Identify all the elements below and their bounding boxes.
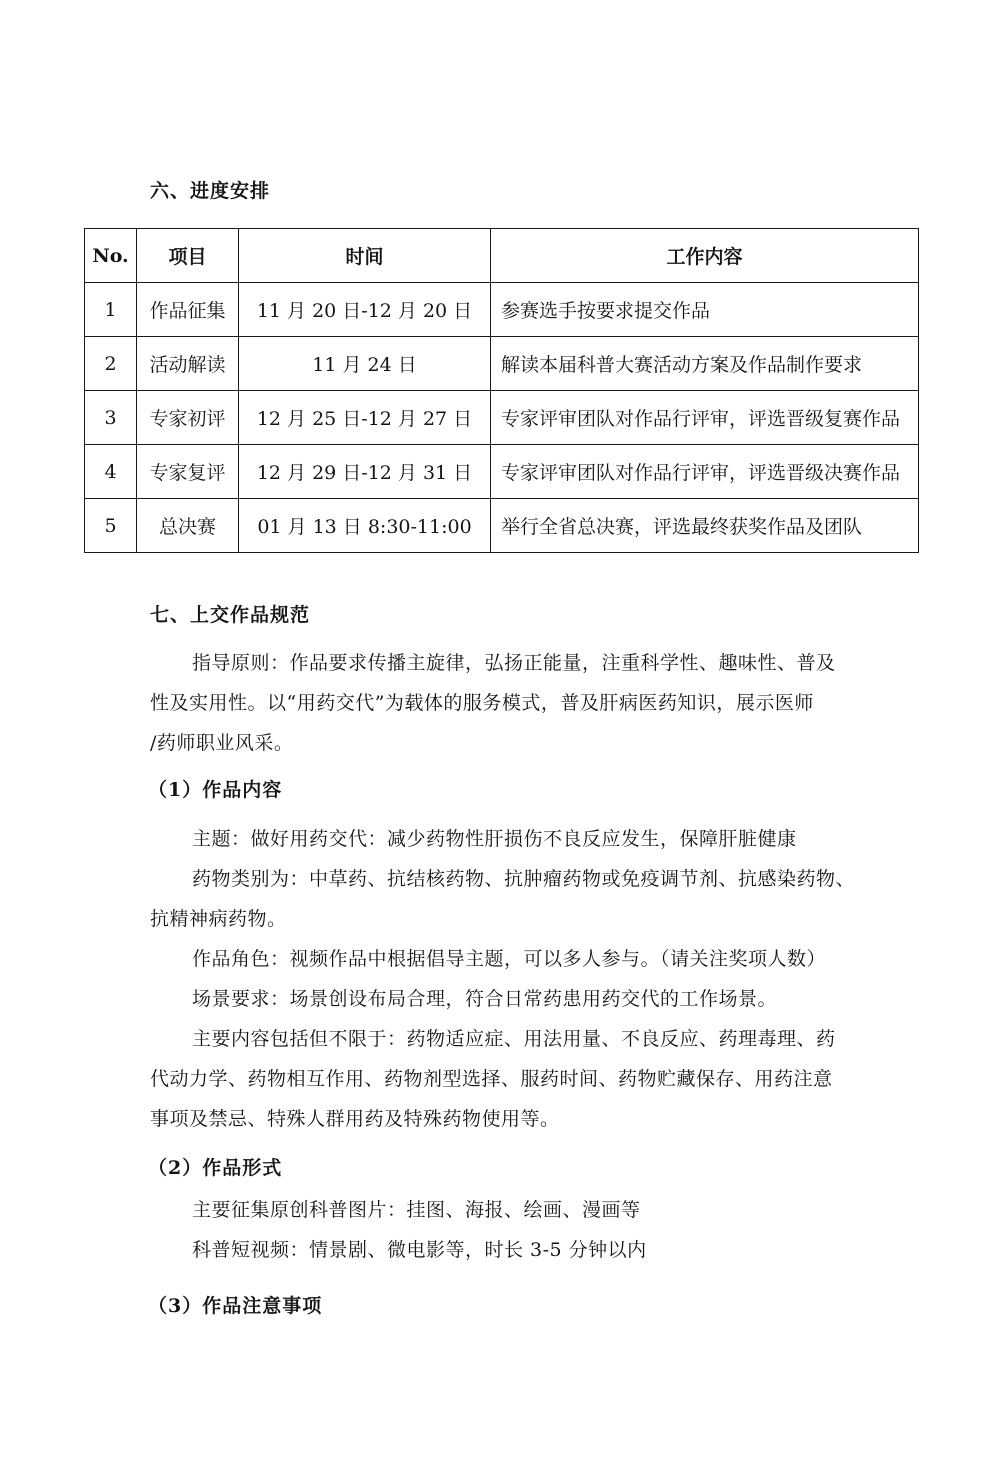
header-time: 时间: [239, 229, 491, 283]
subsection-2-title: （2）作品形式: [148, 1157, 283, 1179]
subsection-1-title: （1）作品内容: [148, 779, 283, 801]
guide-line-2: 性及实用性。以“用药交代”为载体的服务模式，普及肝病医药知识，展示医师: [150, 692, 814, 714]
schedule-table: [84, 228, 919, 553]
content-line-2: 药物类别为：中草药、抗结核药物、抗肿瘤药物或免疫调节剂、抗感染药物、: [192, 868, 856, 890]
subsection-3-title: （3）作品注意事项: [148, 1295, 323, 1317]
table-row: [85, 391, 919, 445]
row-no: 5: [85, 499, 137, 553]
row-time: 12 月 29 日-12 月 31 日: [239, 445, 491, 499]
table-row: [85, 499, 919, 553]
content-line-7: 代动力学、药物相互作用、药物剂型选择、服药时间、药物贮藏保存、用药注意: [150, 1068, 833, 1090]
row-time: 11 月 24 日: [239, 337, 491, 391]
table-row: [85, 445, 919, 499]
row-time: 11 月 20 日-12 月 20 日: [239, 283, 491, 337]
row-no: 3: [85, 391, 137, 445]
header-no: No.: [85, 229, 137, 283]
row-no: 1: [85, 283, 137, 337]
row-item: 作品征集: [137, 283, 239, 337]
table-header-row: [85, 229, 919, 283]
guide-line-3: /药师职业风采。: [150, 732, 294, 754]
row-content: 举行全省总决赛，评选最终获奖作品及团队: [491, 499, 919, 553]
content-line-8: 事项及禁忌、特殊人群用药及特殊药物使用等。: [150, 1108, 560, 1130]
guide-line-1: 指导原则：作品要求传播主旋律，弘扬正能量，注重科学性、趣味性、普及: [192, 652, 836, 674]
form-line-2: 科普短视频：情景剧、微电影等，时长 3-5 分钟以内: [192, 1239, 647, 1261]
form-line-1: 主要征集原创科普图片：挂图、海报、绘画、漫画等: [192, 1199, 641, 1221]
row-no: 4: [85, 445, 137, 499]
section-6-title: 六、进度安排: [150, 180, 271, 202]
row-content: 解读本届科普大赛活动方案及作品制作要求: [491, 337, 919, 391]
row-no: 2: [85, 337, 137, 391]
content-line-5: 场景要求：场景创设布局合理，符合日常药患用药交代的工作场景。: [192, 988, 778, 1010]
row-content: 专家评审团队对作品行评审，评选晋级决赛作品: [491, 445, 919, 499]
content-line-6: 主要内容包括但不限于：药物适应症、用法用量、不良反应、药理毒理、药: [192, 1028, 836, 1050]
row-time: 01 月 13 日 8:30-11:00: [239, 499, 491, 553]
content-line-3: 抗精神病药物。: [150, 908, 287, 930]
row-item: 活动解读: [137, 337, 239, 391]
row-time: 12 月 25 日-12 月 27 日: [239, 391, 491, 445]
section-7-title: 七、上交作品规范: [150, 604, 311, 626]
content-line-1: 主题：做好用药交代：减少药物性肝损伤不良反应发生，保障肝脏健康: [192, 828, 797, 850]
row-content: 专家评审团队对作品行评审，评选晋级复赛作品: [491, 391, 919, 445]
row-content: 参赛选手按要求提交作品: [491, 283, 919, 337]
content-line-4: 作品角色：视频作品中根据倡导主题，可以多人参与。（请关注奖项人数）: [192, 948, 827, 970]
header-content: 工作内容: [491, 229, 919, 283]
row-item: 专家复评: [137, 445, 239, 499]
row-item: 总决赛: [137, 499, 239, 553]
table-row: [85, 337, 919, 391]
table-row: [85, 283, 919, 337]
row-item: 专家初评: [137, 391, 239, 445]
header-item: 项目: [137, 229, 239, 283]
